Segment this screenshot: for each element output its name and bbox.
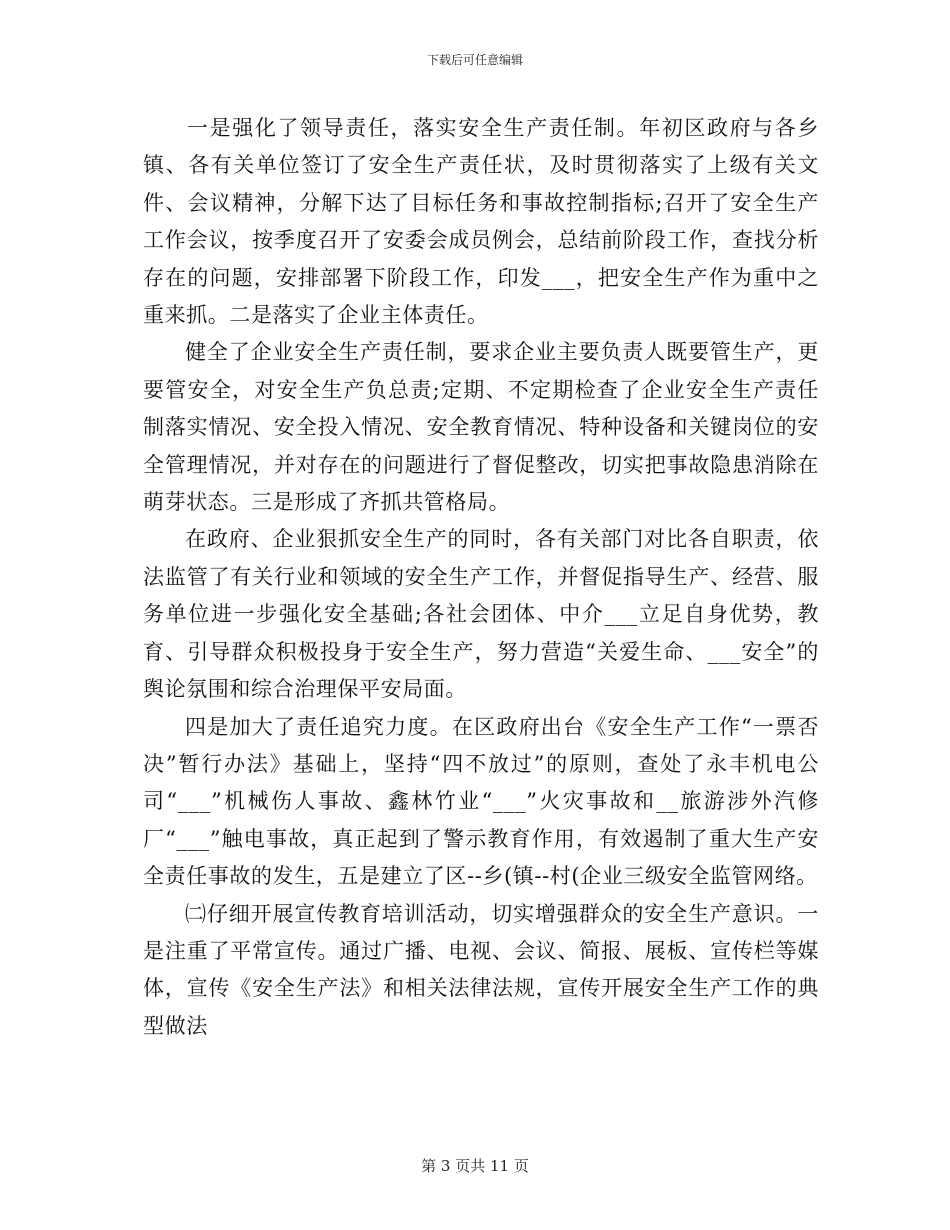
paragraph-education: ㈡仔细开展宣传教育培训活动，切实增强群众的安全生产意识。一是注重了平常宣传。通过广播、电视、会议、简报、展板、宣传栏等媒体，宣传《安全生产法》和相关法律法规，宣传开展安全生产工作的典型做法 xyxy=(143,901,819,1038)
paragraph-enterprise: 健全了企业安全生产责任制，要求企业主要负责人既要管生产，更要管安全，对安全生产负总责;定期、不定期检查了企业安全生产责任制落实情况、安全投入情况、安全教育情况、特种设备和关键岗位的安全管理情况，并对存在的问题进行了督促整改，切实把事故隐患消除在萌芽状态。三是形成了齐抓共管格局。 xyxy=(143,340,819,515)
document-body xyxy=(143,110,819,1045)
page-footer: 第 3 页共 11 页 xyxy=(421,1157,529,1175)
paragraph-responsibility: 一是强化了领导责任，落实安全生产责任制。年初区政府与各乡镇、各有关单位签订了安全生产责任状，及时贯彻落实了上级有关文件、会议精神，分解下达了目标任务和事故控制指标;召开了安全生产工作会议，按季度召开了安委会成员例会，总结前阶段工作，查找分析存在的问题，安排部署下阶段工作，印发___，把安全生产作为重中之重来抓。二是落实了企业主体责任。 xyxy=(143,116,819,328)
paragraph-accountability: 四是加大了责任追究力度。在区政府出台《安全生产工作“一票否决”暂行办法》基础上，坚持“四不放过”的原则，查处了永丰机电公司“___”机械伤人事故、鑫林竹业“___”火灾事故和__旅游涉外汽修厂“___”触电事故，真正起到了警示教育作用，有效遏制了重大生产安全责任事故的发生，五是建立了区--乡(镇--村(企业三级安全监管网络。 xyxy=(143,714,819,889)
page-header: 下载后可任意编辑 xyxy=(426,53,523,67)
paragraph-supervision: 在政府、企业狠抓安全生产的同时，各有关部门对比各自职责，依法监管了有关行业和领域的安全生产工作，并督促指导生产、经营、服务单位进一步强化安全基础;各社会团体、中介___立足自身优势，教育、引导群众积极投身于安全生产，努力营造“关爱生命、___安全”的舆论氛围和综合治理保平安局面。 xyxy=(143,527,819,702)
